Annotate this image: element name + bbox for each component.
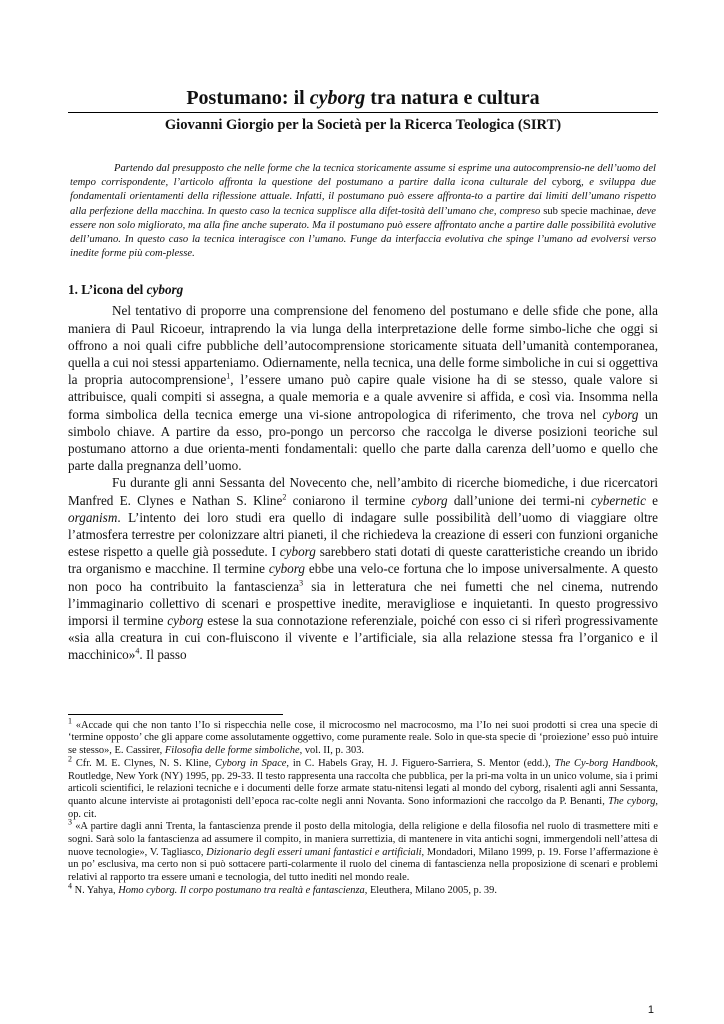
author-line: Giovanni Giorgio per la Società per la Ricerca Teologica (SIRT) [164,117,562,133]
page-number: 1 [647,1004,654,1016]
body-text [68,302,658,663]
footnotes [68,716,658,898]
paragraph-2: Fu durante gli anni Sessanta del Novecento che, nell’ambito di ricerche biomediche, i due ricercatori Manfred E. Clynes e Nathan S. Kline$^2$ coniarono il termine cyborg dall’unione dei termi-ni cybernetic e organism. L’intento dei loro studi era quello di indagare sulle possibilità dell’uomo di viaggiare oltre l’atmosfera terrestre per colonizzare altri pianeti, il che richiedeva la creazione di esseri con funzioni organiche estese rispetto a quelle già possedute. I cyborg sarebbero stati dotati di queste caratteristiche creando un ibrido tra organismo e macchine. Il termine cyborg ebbe una velo-ce fortuna che lo impose universalmente. A questo non poco ha contribuito la fantascienza$^3$ sia in letteratura che nei fumetti che nel cinema, nutrendo l’immaginario collettivo di scenari e prospettive inedite, meravigliose e inquietanti. In questo progressivo imporsi il termine cyborg estese la sua connotazione referenziale, poiché con esso ci si riferì progressivamente «sia alla creatura in cui con-fluiscono il vivente e l’artificiale, sia alla relazione stessa fra l’organico e il macchinico»$^4$. Il passo [68,475,658,663]
footnote-2: $^2$ Cfr. M. E. Clynes, N. S. Kline, Cyborg in Space, in C. Habels Gray, H. J. Figuero-Sarriera, S. Mentor (edd.), The Cy-borg Handbook, Routledge, New York (NY) 1995, pp. 29-33. Il testo rappresenta una raccolta che pubblica, per la pri-ma volta in un unico volume, sia i primi articoli scientifici, le relazioni tecniche e i documenti delle forze armate statu-nitensi legati al mondo del cyborg, risalenti agli anni Sessanta, quanto alcune interviste ai protagonisti dell’epoca rac-colte negli anni Novanta. Sono informazioni che raccolgo da P. Benanti, The cyborg, op. cit. [68,754,658,820]
page-title: Postumano: il cyborg tra natura e cultura [186,87,540,109]
footnote-ref-4[interactable]: 4 [135,647,140,657]
footnote-ref-2[interactable]: 2 [282,492,287,502]
footnote-4: $^4$ N. Yahya, Homo cyborg. Il corpo postumano tra realtà e fantascienza, Eleuthera, Milano 2005, p. 39. [68,881,497,896]
footnote-ref-3[interactable]: 3 [299,578,304,588]
footnote-separator [68,714,283,715]
abstract: Partendo dal presupposto che nelle forme che la tecnica storicamente assume si esprime una autocomprensio-ne dell’uomo del tempo corrispondente, l’articolo affronta la questione del postumano a partire dalla icona culturale del cyborg, e sviluppa due fondamentali orientamenti della riflessione attuale. Infatti, il postumano può essere affronta-to a partire dai limiti dell’umano rispetto alla perfezione della macchina. In questo caso la tecnica supplisce alla difet-tosità dell’umano che, compreso sub specie machinae, deve essere non solo migliorato, ma alla fine anche superato. Ma il postumano può essere affrontato anche a partire dalle possibilità evolutive dell’umano. In questo caso la tecnica interagisce con l’umano. Funge da interfaccia evolutiva che spinge l’umano ad evolversi verso inedite forme più com-plesse. [70,163,656,260]
paragraph-1: Nel tentativo di proporre una comprensione del fenomeno del postumano e delle sfide che pone, alla maniera di Paul Ricoeur, intraprendo la via lunga della interpretazione delle forme simbo-liche che oggi si offrono a noi quali cifre pubbliche dell’autocomprensione storicamente situata dell’umanità contemporanea, quella a cui noi stessi apparteniamo. Odiernamente, nella tecnica, una delle forme simboliche in cui si oggettiva la propria autocomprensione$^1$, l’essere umano può capire quale visione ha di se stesso, quale valore si attribuisce, quali compiti si assegna, a quale memoria e a quale avvenire si affida, e così via. Insomma nella forma simbolica della tecnica emerge una vi-sione antropologica di riferimento, che trova nel cyborg un simbolo chiave. A partire da esso, pro-pongo un percorso che raccolga le diverse posizioni teoriche sul postumano attorno a due orienta-menti fondamentali: quello che parte dalla carenza dell’uomo e quello che parte dalla pregnanza dell’uomo. [68,303,659,474]
footnote-3: $^3$ «A partire dagli anni Trenta, la fantascienza prende il posto della mitologia, della religione e della filosofia nel ruolo di trasmettere miti e sogni. Sarà solo la fantascienza ad assumere il compito, in maniera surrettizia, di mantenere in vita antichi sogni, immergendoli nell’attesa di nuove tecnologie», V. Tagliasco, Dizionario degli esseri umani fantastici e artificiali, Mondadori, Milano 1999, p. 19. Forse l’affermazione è un po’ esclusiva, ma certo non si può sottacere parti-colarmente il ruolo del cinema di fantascienza nella proposizione di scenari e problemi relativi al rapporto tra essere umani e tecnologia, del tutto inediti nel mondo reale. [68,817,658,884]
footnote-1: $^1$ «Accade qui che non tanto l’Io si rispecchia nelle cose, il microcosmo nel macrocosmo, ma l’Io nei suoi prodotti si crea una specie di ‘termine opposto’ che gli appare come assolutamente oggettivo, come puramente reale. Solo in que-sta specie di ‘proiezione’ esso può intuire se stesso», E. Cassirer, Filosofia delle forme simboliche, vol. II, p. 303. [68,716,658,757]
section-heading: 1. L’icona del cyborg [68,282,184,298]
footnote-ref-1[interactable]: 1 [226,371,231,381]
title-rule [68,112,658,113]
